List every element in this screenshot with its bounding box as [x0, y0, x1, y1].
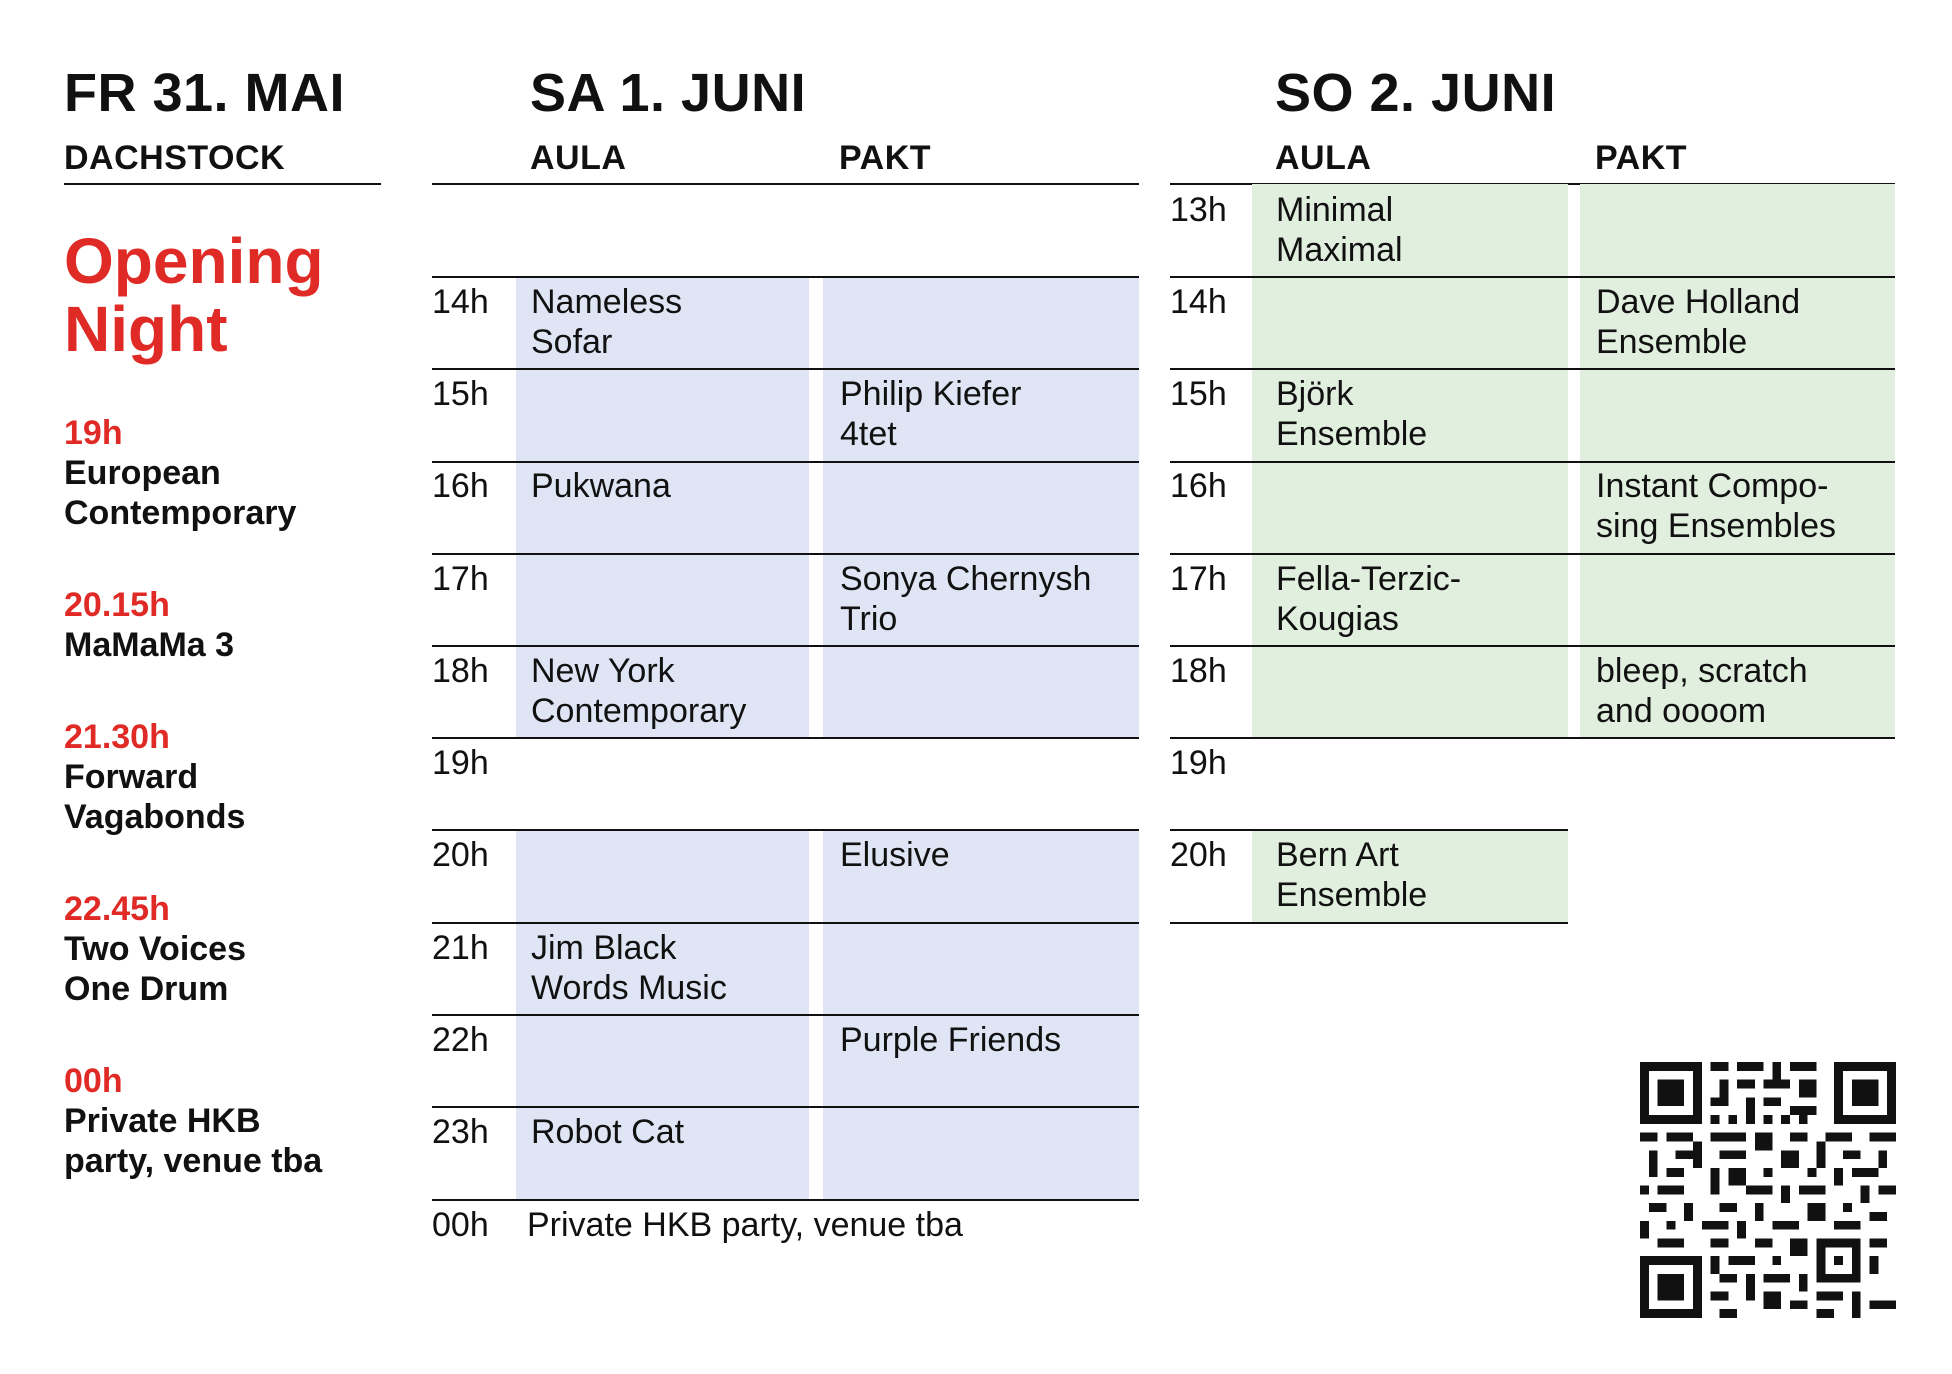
program-act: Forward	[64, 758, 199, 796]
event-instant-composing	[1596, 466, 1836, 546]
friday-program-item	[64, 413, 384, 533]
event-bjork-ensemble	[1276, 374, 1427, 454]
hour-rule	[1170, 276, 1895, 278]
hour-label: 18h	[432, 652, 489, 690]
hour-label: 22h	[432, 1021, 489, 1059]
qr-code-icon[interactable]	[1640, 1062, 1896, 1318]
event-bleep-scratch	[1596, 651, 1808, 731]
event-line: Contemporary	[531, 692, 747, 730]
event-line: Sonya Chernysh	[840, 560, 1092, 598]
saturday-venue-aula: AULA	[530, 139, 627, 177]
hour-rule	[432, 922, 1139, 924]
hour-label: 20h	[1170, 836, 1227, 874]
hour-rule	[432, 276, 1139, 278]
opening-line-1: Opening	[64, 225, 324, 297]
event-line: Kougias	[1276, 600, 1399, 638]
closing-hour: 00h	[432, 1206, 489, 1244]
program-time: 20.15h	[64, 586, 170, 624]
event-pukwana	[531, 466, 671, 506]
program-time: 22.45h	[64, 890, 170, 928]
hour-rule	[1170, 829, 1568, 831]
hour-rule	[432, 1014, 1139, 1016]
event-line: Philip Kiefer	[840, 375, 1022, 413]
event-line: Nameless	[531, 283, 683, 321]
closing-party: Private HKB party, venue tba	[527, 1206, 963, 1244]
hour-label: 19h	[1170, 744, 1227, 782]
hour-rule	[1170, 553, 1895, 555]
program-time: 21.30h	[64, 718, 170, 756]
event-line: Ensemble	[1596, 323, 1748, 361]
event-bern-art-ensemble	[1276, 835, 1427, 915]
event-line: Ensemble	[1276, 415, 1428, 453]
saturday-venue-pakt: PAKT	[839, 139, 932, 177]
event-line: and oooom	[1596, 692, 1767, 730]
event-line: Pukwana	[531, 467, 671, 505]
saturday-header-rule	[432, 183, 1139, 185]
friday-program-item	[64, 717, 384, 837]
hour-label: 13h	[1170, 191, 1227, 229]
hour-rule	[432, 1199, 1139, 1201]
hour-label: 20h	[432, 836, 489, 874]
program-act: Private HKB	[64, 1102, 261, 1140]
event-dave-holland	[1596, 282, 1800, 362]
hour-rule	[1170, 368, 1895, 370]
hour-label: 17h	[1170, 560, 1227, 598]
hour-rule	[432, 737, 1139, 739]
sunday-venue-aula: AULA	[1275, 139, 1372, 177]
event-jim-black	[531, 928, 727, 1008]
friday-program-item	[64, 585, 384, 665]
hour-rule	[432, 1106, 1139, 1108]
sunday-venue-pakt: PAKT	[1595, 139, 1688, 177]
event-fella-terzic-kougias	[1276, 559, 1461, 639]
program-time: 19h	[64, 414, 123, 452]
hour-rule	[432, 829, 1139, 831]
program-act: Vagabonds	[64, 798, 246, 836]
event-minimal-maximal	[1276, 190, 1403, 270]
hour-rule	[1170, 461, 1895, 463]
event-purple-friends	[840, 1020, 1061, 1060]
event-line: Dave Holland	[1596, 283, 1801, 321]
hour-rule	[1170, 737, 1895, 739]
event-line: Robot Cat	[531, 1113, 685, 1151]
program-act: MaMaMa 3	[64, 626, 235, 664]
event-robot-cat	[531, 1112, 684, 1152]
event-line: Instant Compo-	[1596, 467, 1829, 505]
hour-rule	[1170, 922, 1568, 924]
hour-rule	[432, 461, 1139, 463]
program-act: One Drum	[64, 970, 229, 1008]
event-line: Minimal	[1276, 191, 1394, 229]
event-line: New York	[531, 652, 675, 690]
hour-label: 19h	[432, 744, 489, 782]
hour-rule	[432, 553, 1139, 555]
hour-label: 16h	[432, 467, 489, 505]
event-line: Björk	[1276, 375, 1354, 413]
friday-program-item	[64, 1061, 384, 1181]
hour-label: 17h	[432, 560, 489, 598]
event-sonya-chernysh	[840, 559, 1091, 639]
event-line: Words Music	[531, 969, 727, 1007]
hour-label: 23h	[432, 1113, 489, 1151]
friday-venue: DACHSTOCK	[64, 139, 286, 177]
friday-header-rule	[64, 183, 381, 185]
friday-program-item	[64, 889, 384, 1009]
friday-title: FR 31. MAI	[64, 63, 346, 123]
hour-label: 18h	[1170, 652, 1227, 690]
event-line: Bern Art	[1276, 836, 1399, 874]
hour-rule	[432, 368, 1139, 370]
hour-label: 16h	[1170, 467, 1227, 505]
program-act: Contemporary	[64, 494, 297, 532]
event-line: Ensemble	[1276, 876, 1428, 914]
event-new-york-contemporary	[531, 651, 746, 731]
program-act: Two Voices	[64, 930, 247, 968]
saturday-title: SA 1. JUNI	[530, 63, 807, 123]
sunday-title: SO 2. JUNI	[1275, 63, 1557, 123]
opening-line-2: Night	[64, 293, 228, 365]
program-act: European	[64, 454, 221, 492]
hour-label: 21h	[432, 929, 489, 967]
event-line: Sofar	[531, 323, 613, 361]
event-line: Jim Black	[531, 929, 677, 967]
event-line: Purple Friends	[840, 1021, 1062, 1059]
opening-night-title	[64, 227, 324, 363]
hour-label: 15h	[432, 375, 489, 413]
program-time: 00h	[64, 1062, 123, 1100]
event-line: Elusive	[840, 836, 950, 874]
event-line: Trio	[840, 600, 898, 638]
program-act: party, venue tba	[64, 1142, 323, 1180]
event-line: Fella-Terzic-	[1276, 560, 1462, 598]
event-line: sing Ensembles	[1596, 507, 1837, 545]
event-elusive	[840, 835, 950, 875]
saturday-pakt-bg	[823, 277, 1139, 737]
event-line: 4tet	[840, 415, 897, 453]
hour-rule	[432, 645, 1139, 647]
hour-rule	[1170, 645, 1895, 647]
event-philip-kiefer	[840, 374, 1021, 454]
hour-label: 14h	[432, 283, 489, 321]
event-line: bleep, scratch	[1596, 652, 1808, 690]
hour-label: 15h	[1170, 375, 1227, 413]
hour-label: 14h	[1170, 283, 1227, 321]
event-line: Maximal	[1276, 231, 1403, 269]
event-nameless-sofar	[531, 282, 682, 362]
